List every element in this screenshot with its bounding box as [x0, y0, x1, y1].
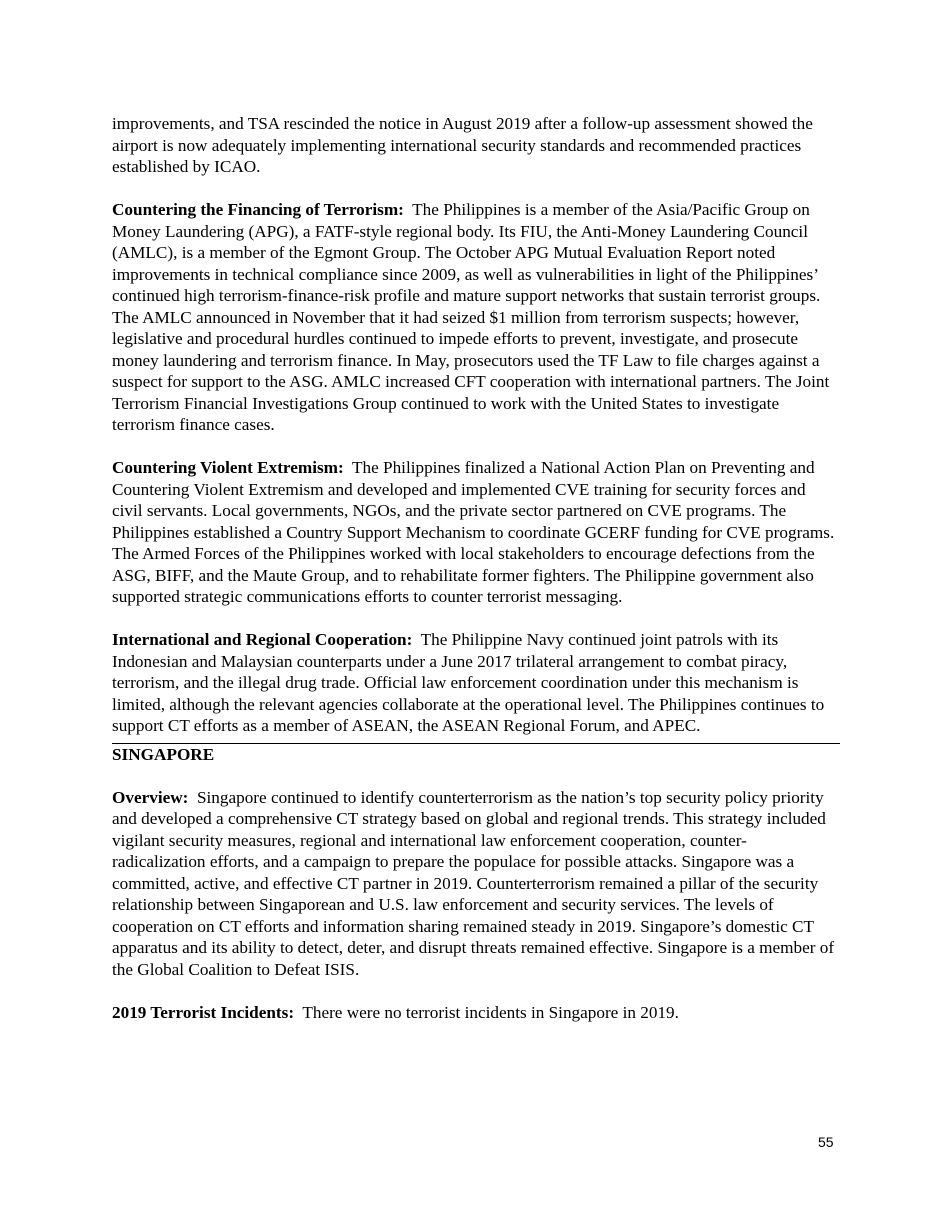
paragraph-text: Singapore continued to identify counterterrorism as the nation’s top security policy priority and developed a comprehensive CT strategy based on global and regional trends. This strategy included vigilant security measures, regional and international law enforcement cooperation, counter-radicalization efforts, and a campaign to prepare the populace for possible attacks. Singapore was a committed, active, and effective CT partner in 2019. Counterterrorism remained a pillar of the security relationship between Singaporean and U.S. law enforcement and security services. The levels of cooperation on CT efforts and information sharing remained steady in 2019. Singapore’s domestic CT apparatus and its ability to detect, deter, and disrupt threats remained effective. Singapore is a member of the Global Coalition to Defeat ISIS.	[112, 787, 835, 979]
section-heading: SINGAPORE	[112, 744, 215, 764]
paragraph-text: The Philippine Navy continued joint patrols with its Indonesian and Malaysian counterparts under a June 2017 trilateral arrangement to combat piracy, terrorism, and the illegal drug trade. Official law enforcement coordination under this mechanism is limited, although the relevant agencies collaborate at the operational level. The Philippines continues to support CT efforts as a member of ASEAN, the ASEAN Regional Forum, and APEC.	[112, 630, 825, 735]
paragraph-airport-continuation	[112, 113, 840, 178]
paragraph-terrorist-incidents	[112, 1002, 840, 1024]
paragraph-lead: 2019 Terrorist Incidents:	[112, 1002, 295, 1022]
paragraph-text: The Philippines is a member of the Asia/Pacific Group on Money Laundering (APG), a FATF-style regional body. Its FIU, the Anti-Money Laundering Council (AMLC), is a member of the Egmont Group. The October APG Mutual Evaluation Report noted improvements in technical compliance since 2009, as well as vulnerabilities in light of the Philippines’ continued high terrorism-finance-risk profile and mature support networks that sustain terrorist groups. The AMLC announced in November that it had seized $1 million from terrorism suspects; however, legislative and procedural hurdles continued to impede efforts to prevent, investigate, and prosecute money laundering and terrorism finance. In May, prosecutors used the TF Law to file charges against a suspect for support to the ASG. AMLC increased CFT cooperation with international partners. The Joint Terrorism Financial Investigations Group continued to work with the United States to investigate terrorism finance cases.	[112, 200, 830, 434]
paragraph-text: improvements, and TSA rescinded the notice in August 2019 after a follow-up assessment showed the airport is now adequately implementing international security standards and recommended practices established by ICAO.	[112, 114, 813, 176]
paragraph-overview	[112, 787, 840, 981]
paragraph-text: There were no terrorist incidents in Singapore in 2019.	[302, 1002, 679, 1022]
paragraph-countering-financing	[112, 199, 840, 436]
paragraph-lead: Countering the Financing of Terrorism:	[112, 200, 404, 219]
page-content	[112, 113, 840, 1045]
paragraph-lead: International and Regional Cooperation:	[112, 630, 413, 649]
paragraph-lead: Countering Violent Extremism:	[112, 458, 344, 477]
page-number: 55	[818, 1134, 834, 1150]
paragraph-text: The Philippines finalized a National Action Plan on Preventing and Countering Violent Extremism and developed and implemented CVE training for security forces and civil servants. Local governments, NGOs, and the private sector partnered on CVE programs. The Philippines established a Country Support Mechanism to coordinate GCERF funding for CVE programs. The Armed Forces of the Philippines worked with local stakeholders to encourage defections from the ASG, BIFF, and the Maute Group, and to rehabilitate former fighters. The Philippine government also supported strategic communications efforts to counter terrorist messaging.	[112, 458, 835, 606]
paragraph-countering-violent-extremism	[112, 457, 840, 608]
paragraph-international-cooperation	[112, 629, 840, 737]
paragraph-lead: Overview:	[112, 787, 189, 807]
